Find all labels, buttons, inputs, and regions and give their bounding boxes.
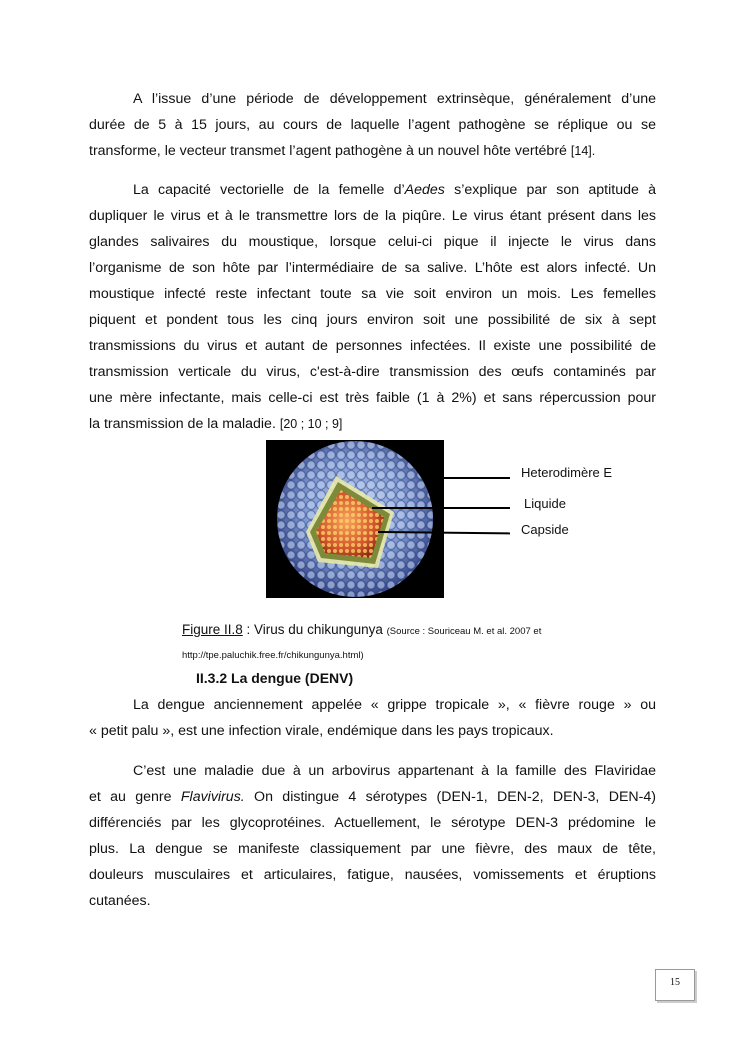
text-line: transmission verticale du virus, c'est-à-dire transmission des œufs contaminés par	[89, 364, 656, 380]
figure-caption	[182, 621, 602, 665]
figure-title: : Virus du chikungunya	[242, 622, 387, 637]
text-line: moustique infecté reste infectant toute sa vie soit environ un mois. Les femelles	[89, 286, 656, 302]
paragraph-1	[89, 86, 656, 164]
virus-figure-image	[266, 440, 444, 598]
text-line: A l’issue d’une période de développement extrinsèque, généralement d’une	[133, 91, 656, 107]
genus-name: Aedes	[404, 182, 445, 198]
text-line: l’organisme de son hôte par l’intermédiaire de sa salive. L’hôte est alors infecté. Un	[89, 260, 656, 276]
genus-name: Flavivirus.	[180, 789, 245, 805]
text-line: douleurs musculaires et articulaires, fatigue, nausées, vomissements et éruptions	[89, 867, 656, 883]
text-line	[89, 784, 656, 810]
figure-source-url: http://tpe.paluchik.free.fr/chikungunya.html)	[182, 650, 364, 661]
text-segment: transforme, le vecteur transmet l’agent pathogène à un nouvel hôte vertébré	[89, 143, 571, 159]
paragraph-4	[89, 758, 656, 914]
text-segment: la transmission de la maladie.	[89, 416, 280, 432]
text-segment: On distingue 4 sérotypes (DEN-1, DEN-2, DEN-3, DEN-4)	[244, 789, 656, 805]
text-line	[89, 138, 656, 164]
figure-label: Figure II.8	[182, 622, 243, 637]
paragraph-2	[89, 177, 656, 437]
text-line: une mère infectante, mais celle-ci est très faible (1 à 2%) et sans répercussion pour	[89, 390, 656, 406]
text-segment: et au genre	[89, 789, 181, 805]
text-line: C’est une maladie due à un arbovirus appartenant à la famille des Flaviridae	[133, 763, 656, 779]
figure-source: (Source : Souriceau M. et al. 2007 et	[386, 626, 542, 637]
callout-line-liquid	[372, 507, 510, 509]
citation: [20 ; 10 ; 9]	[279, 417, 343, 431]
section-heading: II.3.2 La dengue (DENV)	[196, 670, 354, 686]
virus-illustration	[266, 440, 444, 598]
text-line: « petit palu », est une infection virale, endémique dans les pays tropicaux.	[89, 723, 554, 739]
text-line	[89, 177, 656, 203]
text-line: transmissions du virus et autant de personnes infectées. Il existe une possibilité de	[89, 338, 656, 354]
label-capsid: Capside	[521, 522, 569, 537]
text-line: dupliquer le virus et à le transmettre lors de la piqûre. Le virus étant présent dans les	[89, 208, 656, 224]
text-segment: s’explique par son aptitude à	[444, 182, 657, 198]
text-line: glandes salivaires du moustique, lorsque celui-ci pique il injecte le virus dans	[89, 234, 656, 250]
text-line: différenciés par les glycoprotéines. Actuellement, le sérotype DEN-3 prédomine le	[89, 815, 656, 831]
label-heterodimer: Heterodimère E	[521, 465, 613, 480]
page-number: 15	[655, 969, 695, 1001]
text-line: plus. La dengue se manifeste classiquement par une fièvre, des maux de tête,	[89, 841, 656, 857]
callout-line-heterodimer	[444, 477, 510, 479]
text-segment: La capacité vectorielle de la femelle d’	[133, 182, 405, 198]
text-line	[89, 411, 656, 437]
citation: [14].	[570, 144, 596, 158]
text-line: piquent et pondent tous les cinq jours environ soit une possibilité de six à sept	[89, 312, 656, 328]
text-line: La dengue anciennement appelée « grippe tropicale », « fièvre rouge » ou	[133, 697, 656, 713]
text-line: cutanées.	[89, 893, 151, 909]
paragraph-3	[89, 692, 656, 744]
label-liquid: Liquide	[524, 496, 566, 511]
text-line: durée de 5 à 15 jours, au cours de laquelle l’agent pathogène se réplique ou se	[89, 117, 656, 133]
